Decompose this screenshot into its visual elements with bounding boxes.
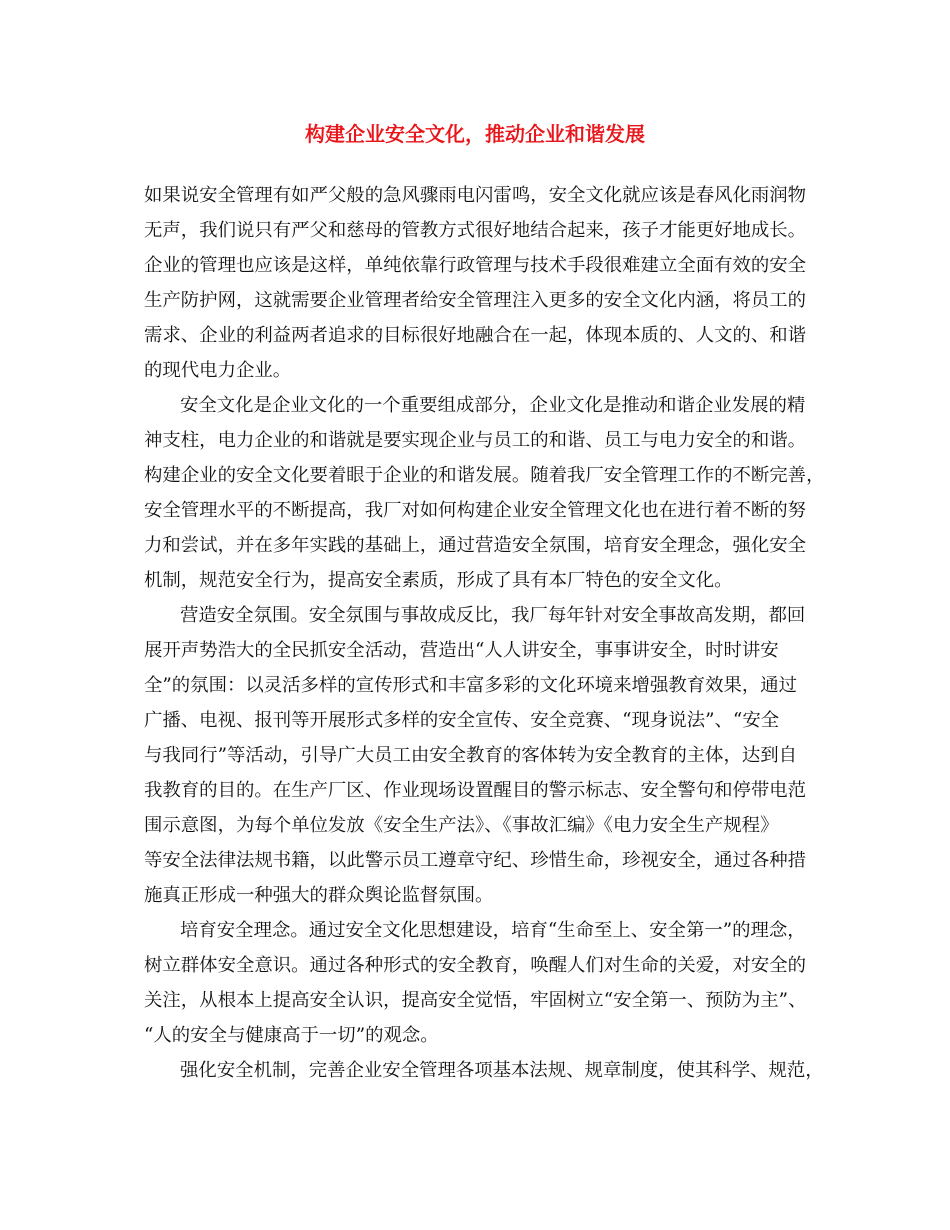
- body-line: 机制，规范安全行为，提高安全素质，形成了具有本厂特色的安全文化。: [144, 570, 733, 591]
- paragraph-first-line: 培育安全理念。通过安全文化思想建设，培育“生命至上、安全第一”的理念，: [180, 920, 806, 941]
- body-line: 的现代电力企业。: [144, 360, 292, 381]
- body-line: 展开声势浩大的全民抓安全活动，营造出“人人讲安全，事事讲安全，时时讲安: [144, 640, 779, 661]
- body-line: 力和尝试，并在多年实践的基础上，通过营造安全氛围，培育安全理念，强化安全: [144, 535, 807, 556]
- body-line: 等安全法律法规书籍，以此警示员工遵章守纪、珍惜生命，珍视安全，通过各种措: [144, 850, 807, 871]
- body-line: 如果说安全管理有如严父般的急风骤雨电闪雷鸣，安全文化就应该是春风化雨润物: [144, 185, 807, 206]
- body-line: 生产防护网，这就需要企业管理者给安全管理注入更多的安全文化内涵，将员工的: [144, 290, 807, 311]
- body-line: “人的安全与健康高于一切”的观念。: [144, 1025, 439, 1046]
- body-line: 无声，我们说只有严父和慈母的管教方式很好地结合起来，孩子才能更好地成长。: [144, 220, 807, 241]
- paragraph-first-line: 安全文化是企业文化的一个重要组成部分，企业文化是推动和谐企业发展的精: [180, 395, 806, 416]
- body-line: 与我同行”等活动，引导广大员工由安全教育的客体转为安全教育的主体，达到自: [144, 745, 798, 766]
- body-line: 树立群体安全意识。通过各种形式的安全教育，唤醒人们对生命的关爱，对安全的: [144, 955, 807, 976]
- paragraph-first-line: 营造安全氛围。安全氛围与事故成反比，我厂每年针对安全事故高发期，都回: [180, 605, 806, 626]
- body-line: 围示意图，为每个单位发放《安全生产法》、《事故汇编》《电力安全生产规程》: [144, 815, 779, 836]
- body-line: 神支柱，电力企业的和谐就是要实现企业与员工的和谐、员工与电力安全的和谐。: [144, 430, 807, 451]
- paragraph-first-line: 强化安全机制，完善企业安全管理各项基本法规、规章制度，使其科学、规范，: [180, 1060, 824, 1081]
- body-line: 安全管理水平的不断提高，我厂对如何构建企业安全管理文化也在进行着不断的努: [144, 500, 807, 521]
- body-line: 关注，从根本上提高安全认识，提高安全觉悟，牢固树立“安全第一、预防为主”、: [144, 990, 807, 1011]
- body-line: 需求、企业的利益两者追求的目标很好地融合在一起，体现本质的、人文的、和谐: [144, 325, 807, 346]
- body-line: 广播、电视、报刊等开展形式多样的安全宣传、安全竞赛、“现身说法”、“安全: [144, 710, 780, 731]
- body-line: 全”的氛围：以灵活多样的宣传形式和丰富多彩的文化环境来增强教育效果，通过: [144, 675, 798, 696]
- body-line: 我教育的目的。在生产厂区、作业现场设置醒目的警示标志、安全警句和停带电范: [144, 780, 807, 801]
- body-line: 施真正形成一种强大的群众舆论监督氛围。: [144, 885, 494, 906]
- body-line: 企业的管理也应该是这样，单纯依靠行政管理与技术手段很难建立全面有效的安全: [144, 255, 807, 276]
- document-title: 构建企业安全文化，推动企业和谐发展: [305, 122, 645, 146]
- body-line: 构建企业的安全文化要着眼于企业的和谐发展。随着我厂安全管理工作的不断完善，: [144, 465, 824, 486]
